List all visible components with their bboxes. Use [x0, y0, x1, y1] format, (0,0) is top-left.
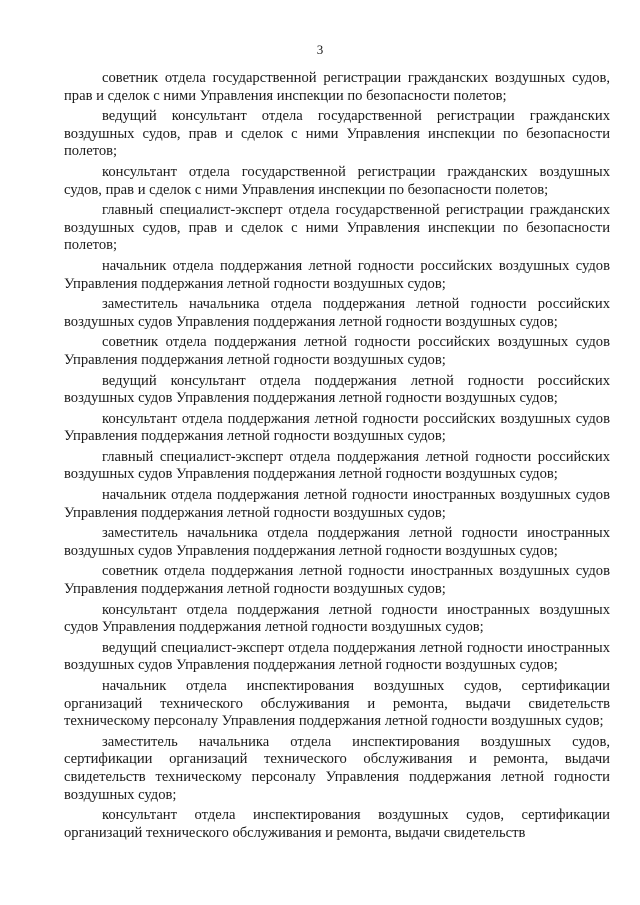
paragraph: главный специалист-эксперт отдела государственной регистрации гражданских воздушных судов, прав и сделок с ними Управления инспекции по безопасности полетов;: [64, 202, 610, 254]
paragraph: заместитель начальника отдела инспектирования воздушных судов, сертификации организаций технического обслуживания и ремонта, выдачи свидетельств техническому персоналу Управления поддержания летной годности воздушных судов;: [64, 733, 610, 803]
paragraph: главный специалист-эксперт отдела поддержания летной годности российских воздушных судов Управления поддержания летной годности воздушных судов;: [64, 448, 610, 483]
paragraph: консультант отдела государственной регистрации гражданских воздушных судов, прав и сделок с ними Управления инспекции по безопасности полетов;: [64, 163, 610, 198]
paragraph: начальник отдела инспектирования воздушных судов, сертификации организаций технического обслуживания и ремонта, выдачи свидетельств техническому персоналу Управления поддержания летной годности воздушных судов;: [64, 678, 610, 730]
paragraph: советник отдела государственной регистрации гражданских воздушных судов, прав и сделок с ними Управления инспекции по безопасности полетов;: [64, 70, 610, 104]
paragraph: начальник отдела поддержания летной годности иностранных воздушных судов Управления поддержания летной годности воздушных судов;: [64, 487, 610, 521]
paragraph: консультант отдела поддержания летной годности иностранных воздушных судов Управления поддержания летной годности воздушных судов;: [64, 601, 610, 636]
paragraph: советник отдела поддержания летной годности российских воздушных судов Управления поддержания летной годности воздушных судов;: [64, 334, 610, 368]
paragraph: советник отдела поддержания летной годности иностранных воздушных судов Управления поддержания летной годности воздушных судов;: [64, 563, 610, 598]
paragraph: ведущий консультант отдела государственной регистрации гражданских воздушных судов, прав и сделок с ними Управления инспекции по безопасности полетов;: [64, 108, 610, 160]
paragraph: ведущий специалист-эксперт отдела поддержания летной годности иностранных воздушных судов Управления поддержания летной годности воздушных судов;: [64, 639, 610, 674]
paragraph: заместитель начальника отдела поддержания летной годности иностранных воздушных судов Управления поддержания летной годности воздушных судов;: [64, 525, 610, 559]
paragraph: заместитель начальника отдела поддержания летной годности российских воздушных судов Управления поддержания летной годности воздушных судов;: [64, 296, 610, 330]
paragraph: ведущий консультант отдела поддержания летной годности российских воздушных судов Управления поддержания летной годности воздушных судов;: [64, 372, 610, 407]
page-number: 3: [316, 42, 324, 57]
paragraph: консультант отдела инспектирования воздушных судов, сертификации организаций технического обслуживания и ремонта, выдачи свидетельств: [64, 807, 610, 841]
paragraph: начальник отдела поддержания летной годности российских воздушных судов Управления поддержания летной годности воздушных судов;: [64, 257, 610, 292]
document-body: [64, 70, 610, 845]
paragraph: консультант отдела поддержания летной годности российских воздушных судов Управления поддержания летной годности воздушных судов;: [64, 410, 610, 445]
